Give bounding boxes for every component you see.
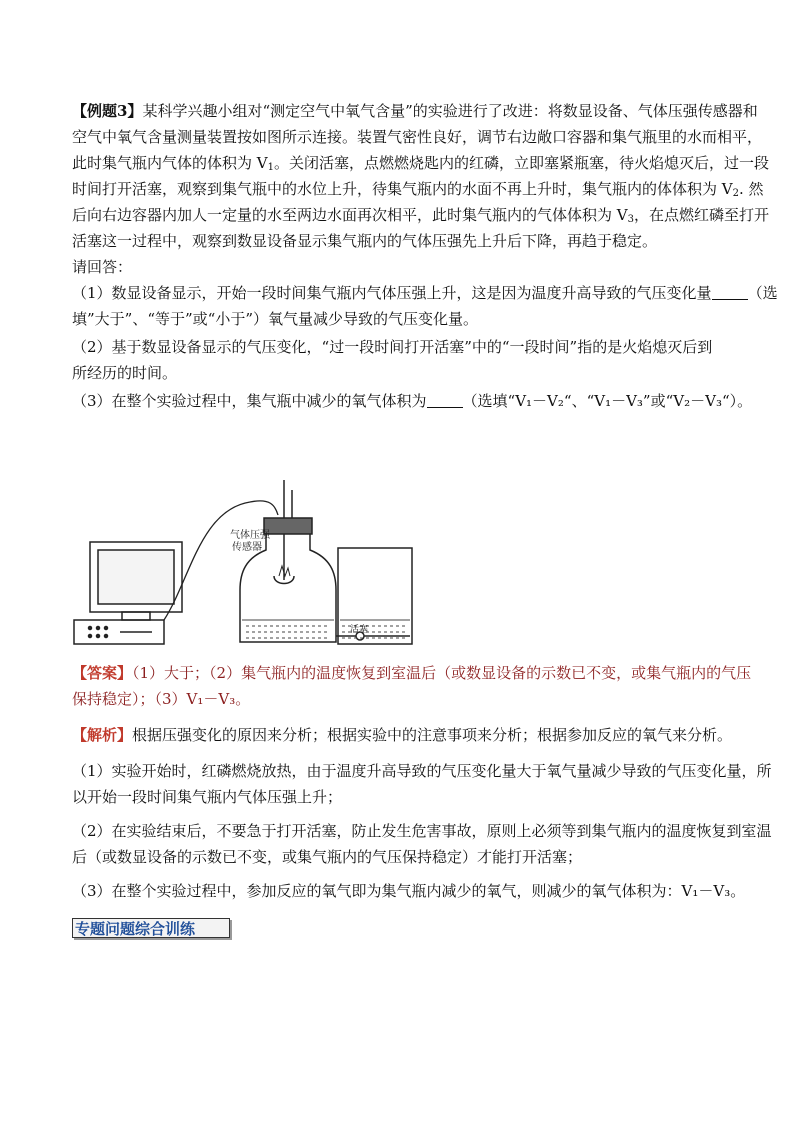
question-2-line-1: （2）基于数显设备显示的气压变化，“过一段时间打开活塞”中的“一段时间”指的是火焰熄灭后到 [72,338,713,356]
answer-line-1: 【答案】（1）大于；（2）集气瓶内的温度恢复到室温后（或数显设备的示数已不变，或集气瓶内的气压 [72,664,752,682]
example-line-6: 活塞这一过程中，观察到数显设备显示集气瓶内的气体压强先上升后下降，再趋于稳定。 [72,232,658,250]
example-line-2: 空气中氧气含量测量装置按如图所示连接。装置气密性良好，调节右边敞口容器和集气瓶里的水而相平， [72,128,763,146]
example-line-1: 【例题3】某科学兴趣小组对“测定空气中氧气含量”的实验进行了改进：将数显设备、气体压强传感器和 [72,102,758,120]
gas-collecting-bottle [240,480,336,642]
sensor-label-2: 传感器 [232,542,262,553]
connecting-tube-valve [336,632,410,640]
analysis-tag: 【解析】 [72,726,133,744]
analysis-line-3: 以开始一段时间集气瓶内气体压强上升； [72,788,343,806]
answer-blank-1 [712,285,748,300]
example-tag: 【例题3】 [72,102,143,120]
valve-label: 活塞 [350,625,369,635]
data-logger-icon [74,620,164,644]
monitor-icon [90,542,182,620]
example-line-3: 此时集气瓶内气体的体积为 $V_1$。关闭活塞，点燃燃烧匙内的红磷，立即塞紧瓶塞，待火焰熄灭后，过一段 [72,154,769,173]
answer-line-2: 保持稳定）；（3）V₁－V₃。 [72,690,251,708]
question-3-line: （3）在整个实验过程中，集气瓶中减少的氧气体积为 （选填“V₁－V₂“、“V₁－V₃”或“V₂－V₃“）。 [72,392,753,410]
example-line-5: 后向右边容器内加人一定量的水至两边水面再次相平，此时集气瓶内的气体体积为 $V_3$，在点燃红磷至打开 [72,206,769,225]
question-1-line-2: 填”大于”、“等于”或“小于”）氧气量减少导致的气压变化量。 [72,310,479,328]
sensor-cable [164,501,278,620]
apparatus-figure [70,480,450,652]
analysis-line-1: 【解析】根据压强变化的原因来分析；根据实验中的注意事项来分析；根据参加反应的氧气来分析。 [72,726,733,744]
analysis-line-2: （1）实验开始时，红磷燃烧放热，由于温度升高导致的气压变化量大于氧气量减少导致的气压变化量，所 [72,762,772,780]
section-title: 专题问题综合训练 [72,918,230,938]
question-2-line-2: 所经历的时间。 [72,364,178,382]
answer-blank-3 [427,393,463,408]
prompt-line: 请回答： [72,258,133,276]
example-line-4: 时间打开活塞，观察到集气瓶中的水位上升，待集气瓶内的水面不再上升时，集气瓶内的体体积为 $V_2$. 然 [72,180,764,199]
analysis-line-5: 后（或数显设备的示数已不变，或集气瓶内的气压保持稳定）才能打开活塞； [72,848,583,866]
question-1-line-1: （1）数显设备显示，开始一段时间集气瓶内气体压强上升，这是因为温度升高导致的气压变化量 （选 [72,284,778,302]
analysis-line-6: （3）在整个实验过程中，参加反应的氧气即为集气瓶内减少的氧气，则减少的氧气体积为：V₁－V₃。 [72,882,746,900]
sensor-label-1: 气体压强 [230,530,270,541]
answer-tag: 【答案】 [72,664,133,682]
analysis-line-4: （2）在实验结束后，不要急于打开活塞，防止发生危害事故，原则上必须等到集气瓶内的温度恢复到室温 [72,822,772,840]
